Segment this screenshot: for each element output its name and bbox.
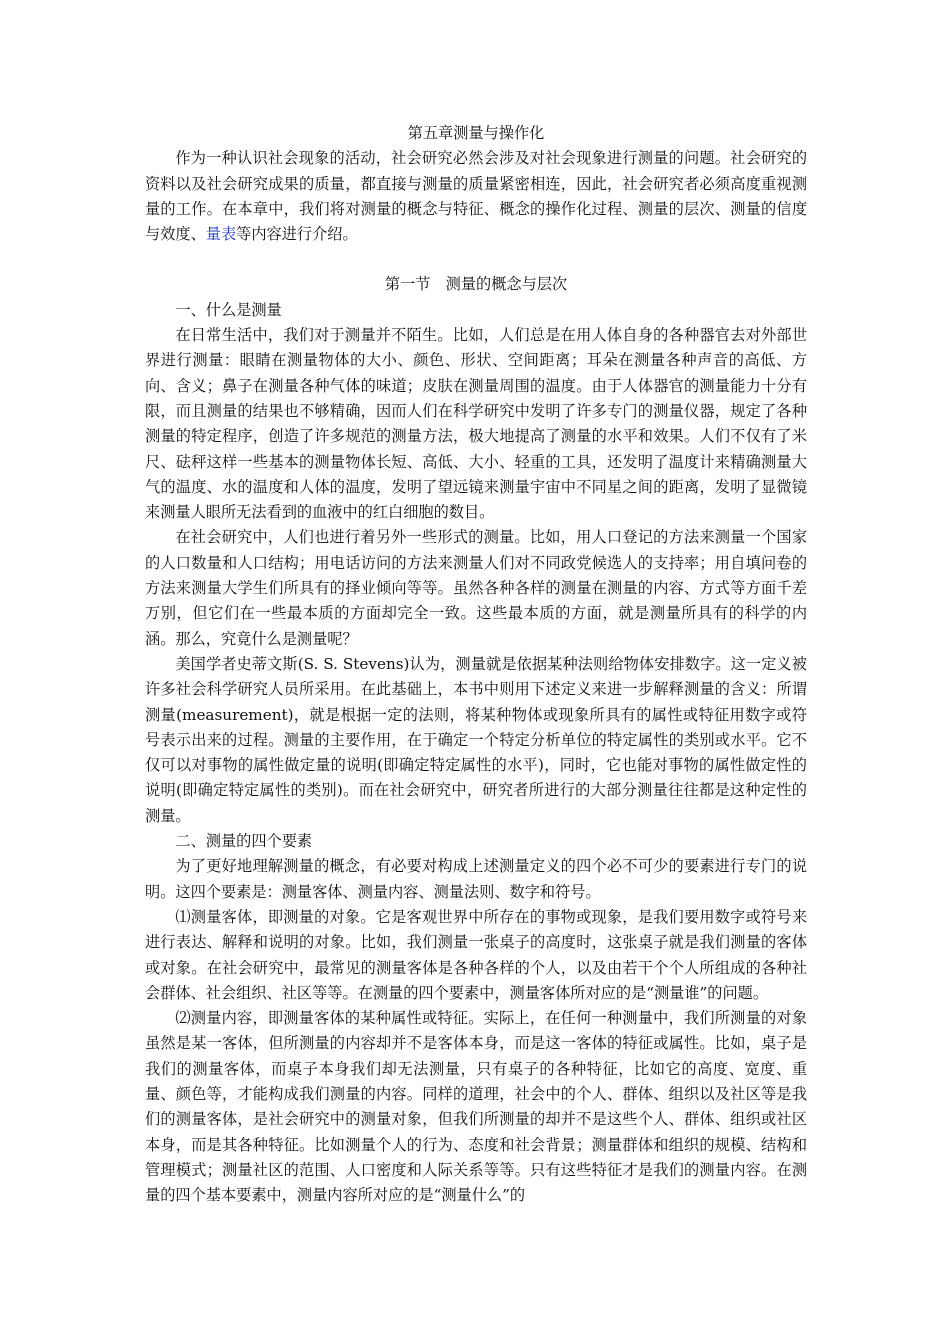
chapter-title: 第五章测量与操作化 bbox=[407, 124, 545, 142]
section-title: 第一节 测量的概念与层次 bbox=[384, 275, 568, 294]
intro-paragraph bbox=[145, 146, 807, 247]
document-page bbox=[145, 121, 807, 1208]
paragraph-social-measurement: 在社会研究中，人们也进行着另外一些形式的测量。比如，用人口登记的方法来测量一个国家的人口数量和人口结构；用电话访问的方法来测量人们对不同政党候选人的支持率；用自填问卷的方法来测量大学生们所具有的择业倾向等等。虽然各种各样的测量在测量的内容、方式等方面千差万别，但它们在一些最本质的方面却完全一致。这些最本质的方面，就是测量所具有的科学的内涵。那么，究竟什么是测量呢？ bbox=[145, 528, 807, 648]
heading-four-elements: 二、测量的四个要素 bbox=[175, 832, 313, 851]
intro-text-after-link: 等内容进行介绍。 bbox=[236, 225, 358, 244]
paragraph-measurement-content: ⑵测量内容，即测量客体的某种属性或特征。实际上，在任何一种测量中，我们所测量的对象虽然是某一客体，但所测量的内容却并不是客体本身，而是这一客体的特征或属性。比如，桌子是我们的测量客体，而桌子本身我们却无法测量，只有桌子的各种特征，比如它的高度、宽度、重量、颜色等，才能构成我们测量的内容。同样的道理，社会中的个人、群体、组织以及社区等是我们的测量客体，是社会研究中的测量对象，但我们所测量的却并不是这些个人、群体、组织或社区本身，而是其各种特征。比如测量个人的行为、态度和社会背景；测量群体和组织的规模、结构和管理模式；测量社区的范围、人口密度和人际关系等等。只有这些特征才是我们的测量内容。在测量的四个基本要素中，测量内容所对应的是“测量什么”的 bbox=[145, 1009, 807, 1205]
paragraph-four-elements-intro: 为了更好地理解测量的概念，有必要对构成上述测量定义的四个必不可少的要素进行专门的说明。这四个要素是：测量客体、测量内容、测量法则、数字和符号。 bbox=[145, 857, 807, 901]
heading-what-is-measurement: 一、什么是测量 bbox=[175, 300, 282, 319]
section-spacer bbox=[145, 247, 807, 272]
scale-link[interactable]: 量表 bbox=[205, 225, 237, 244]
intro-text-before-link: 作为一种认识社会现象的活动，社会研究必然会涉及对社会现象进行测量的问题。社会研究的资料以及社会研究成果的质量，都直接与测量的质量紧密相连，因此，社会研究者必须高度重视测量的工作。在本章中，我们将对测量的概念与特征、概念的操作化过程、测量的层次、测量的信度与效度、 bbox=[145, 149, 807, 244]
paragraph-daily-measurement: 在日常生活中，我们对于测量并不陌生。比如，人们总是在用人体自身的各种器官去对外部世界进行测量：眼睛在测量物体的大小、颜色、形状、空间距离；耳朵在测量各种声音的高低、方向、含义；鼻子在测量各种气体的味道；皮肤在测量周围的温度。由于人体器官的测量能力十分有限，而且测量的结果也不够精确，因而人们在科学研究中发明了许多专门的测量仪器，规定了各种测量的特定程序，创造了许多规范的测量方法，极大地提高了测量的水平和效果。人们不仅有了米尺、砝秤这样一些基本的测量物体长短、高低、大小、轻重的工具，还发明了温度计来精确测量大气的温度、水的温度和人体的温度，发明了望远镜来测量宇宙中不同星之间的距离，发明了显微镜来测量人眼所无法看到的血液中的红白细胞的数目。 bbox=[145, 326, 807, 522]
paragraph-stevens-definition: 美国学者史蒂文斯(S. S. Stevens)认为，测量就是依据某种法则给物体安排数字。这一定义被许多社会科学研究人员所采用。在此基础上，本书中则用下述定义来进一步解释测量的含义：所谓测量(measurement)，就是根据一定的法则，将某种物体或现象所具有的属性或特征用数字或符号表示出来的过程。测量的主要作用，在于确定一个特定分析单位的特定属性的类别或水平。它不仅可以对事物的属性做定量的说明(即确定特定属性的水平)，同时，它也能对事物的属性做定性的说明(即确定特定属性的类别)。而在社会研究中，研究者所进行的大部分测量往往都是这种定性的测量。 bbox=[145, 654, 807, 825]
paragraph-measurement-object: ⑴测量客体，即测量的对象。它是客观世界中所存在的事物或现象，是我们要用数字或符号来进行表达、解释和说明的对象。比如，我们测量一张桌子的高度时，这张桌子就是我们测量的客体或对象。在社会研究中，最常见的测量客体是各种各样的个人，以及由若干个个人所组成的各种社会群体、社会组织、社区等等。在测量的四个要素中，测量客体所对应的是“测量谁”的问题。 bbox=[145, 907, 807, 1002]
